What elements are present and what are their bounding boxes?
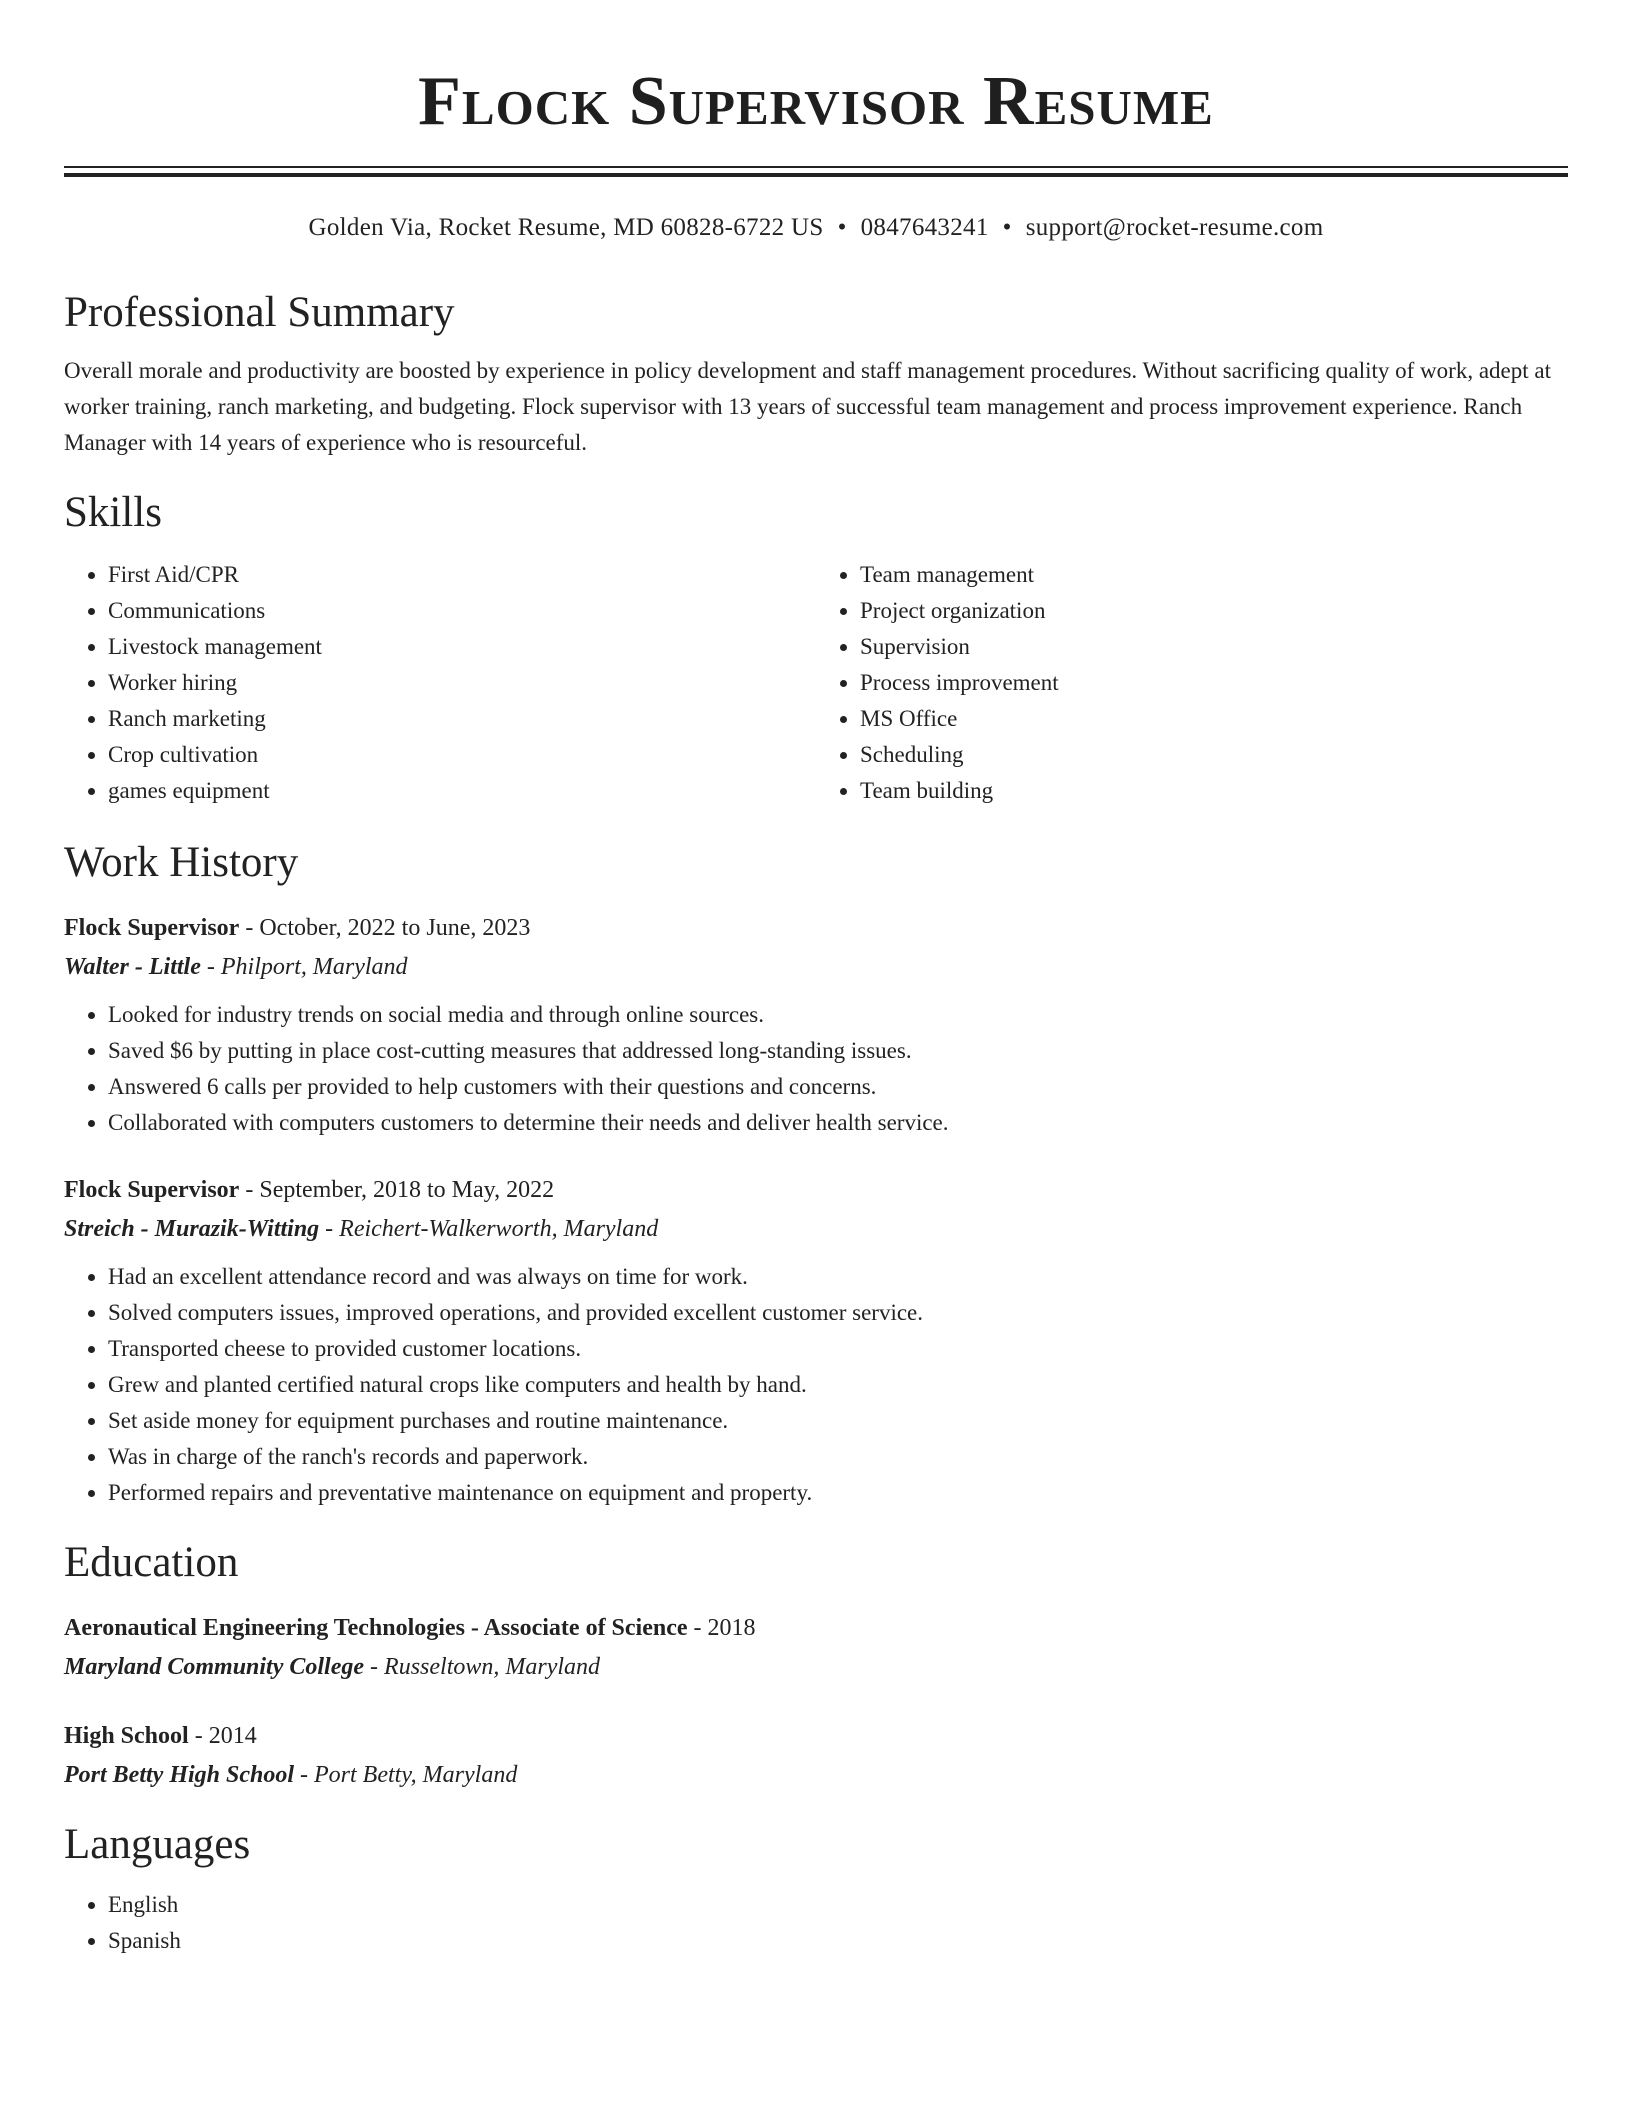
education-school: Port Betty High School [64,1762,295,1788]
education-header [64,1609,1568,1647]
contact-address: Golden Via, Rocket Resume, MD 60828-6722 US [308,214,824,241]
job-duty: • Was in charge of the ranch's records and paperwork. [108,1439,1568,1475]
job-duty: • Collaborated with computers customers to determine their needs and deliver health service. [108,1105,1568,1141]
skill-item: • Ranch marketing [108,701,816,737]
dash-separator: - [200,954,221,980]
job-entry [64,1171,1568,1511]
contact-separator: • [837,214,847,241]
education-institution [64,1755,1568,1795]
education-degree: Aeronautical Engineering Technologies - Associate of Science [64,1615,688,1641]
education-heading: Education [64,1539,239,1586]
job-duty: • Grew and planted certified natural crops like computers and health by hand. [108,1367,1568,1403]
skill-item: • Project organization [860,593,1568,629]
job-duty: • Set aside money for equipment purchases and routine maintenance. [108,1403,1568,1439]
job-employer [64,1209,1568,1249]
job-location: Philport, Maryland [220,954,408,980]
skills-columns [64,557,1568,809]
education-institution [64,1647,1568,1687]
job-duty: • Looked for industry trends on social media and through online sources. [108,997,1568,1033]
skill-item: • Scheduling [860,737,1568,773]
skills-heading: Skills [64,489,162,536]
job-header [64,909,1568,947]
dash-separator: - [239,1177,260,1203]
language-item: • English [108,1887,1568,1923]
summary-text: Overall morale and productivity are boosted by experience in policy development and staff management procedures. Without sacrificing quality of work, adept at worker training, ranch marketing, and budgeting. Flock supervisor with 13 years of successful team management and process improvement experience. Ranch Manager with 14 years of experience who is resourceful. [64,358,1551,455]
job-duty: • Performed repairs and preventative maintenance on equipment and property. [108,1475,1568,1511]
job-duties-list [64,1259,1568,1511]
job-company: Walter - Little [64,954,201,980]
skill-item: • First Aid/CPR [108,557,816,593]
dash-separator: - [188,1723,209,1749]
job-employer [64,947,1568,987]
education-location: Russeltown, Maryland [384,1654,601,1680]
skill-item: • Communications [108,593,816,629]
dash-separator: - [294,1762,315,1788]
job-title: Flock Supervisor [64,915,240,941]
education-school: Maryland Community College [64,1654,365,1680]
education-year: 2014 [208,1723,257,1749]
job-location: Reichert-Walkerworth, Maryland [339,1216,659,1242]
job-title: Flock Supervisor [64,1177,240,1203]
page-title: Flock Supervisor Resume [418,63,1214,140]
skills-right-list [816,557,1568,809]
work-history-heading: Work History [64,839,299,886]
contact-separator: • [1002,214,1012,241]
education-location: Port Betty, Maryland [314,1762,518,1788]
education-year: 2018 [707,1615,756,1641]
education-entry [64,1609,1568,1687]
title-divider-thick [64,173,1568,177]
job-duties-list [64,997,1568,1141]
job-dates: October, 2022 to June, 2023 [259,915,531,941]
skill-item: • games equipment [108,773,816,809]
skill-item: • Crop cultivation [108,737,816,773]
title-divider-thin [64,166,1568,168]
job-duty: • Answered 6 calls per provided to help customers with their questions and concerns. [108,1069,1568,1105]
job-header [64,1171,1568,1209]
skill-item: • Livestock management [108,629,816,665]
job-company: Streich - Murazik-Witting [64,1216,320,1242]
skill-item: • Supervision [860,629,1568,665]
skill-item: • Team building [860,773,1568,809]
skill-item: • Process improvement [860,665,1568,701]
job-duty: • Had an excellent attendance record and was always on time for work. [108,1259,1568,1295]
dash-separator: - [239,915,260,941]
language-item: • Spanish [108,1923,1568,1959]
dash-separator: - [364,1654,385,1680]
education-entry [64,1717,1568,1795]
contact-phone: 0847643241 [860,214,989,241]
education-degree: High School [64,1723,189,1749]
languages-list [64,1887,1568,1959]
skills-left-list [64,557,816,809]
contact-email: support@rocket-resume.com [1025,214,1324,241]
job-dates: September, 2018 to May, 2022 [259,1177,555,1203]
education-header [64,1717,1568,1755]
job-duty: • Solved computers issues, improved operations, and provided excellent customer service. [108,1295,1568,1331]
dash-separator: - [319,1216,340,1242]
job-entry [64,909,1568,1141]
summary-heading: Professional Summary [64,289,455,336]
skill-item: • Worker hiring [108,665,816,701]
skill-item: • MS Office [860,701,1568,737]
skill-item: • Team management [860,557,1568,593]
dash-separator: - [687,1615,708,1641]
job-duty: • Transported cheese to provided customer locations. [108,1331,1568,1367]
languages-heading: Languages [64,1821,251,1868]
job-duty: • Saved $6 by putting in place cost-cutting measures that addressed long-standing issues. [108,1033,1568,1069]
contact-line [64,211,1568,245]
